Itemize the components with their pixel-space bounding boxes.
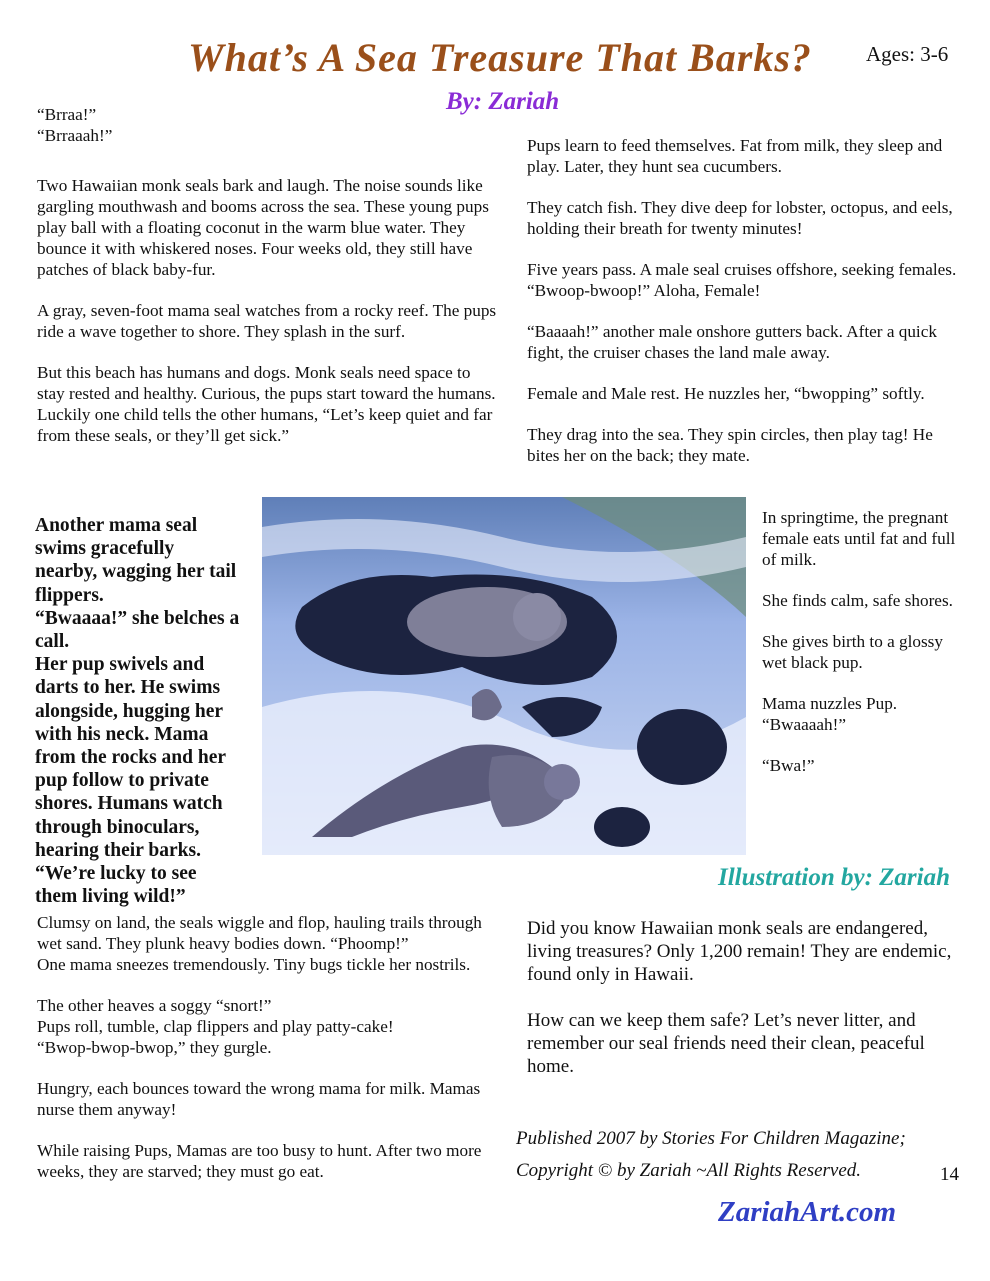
rock [594, 807, 650, 847]
paragraph: One mama sneezes tremendously. Tiny bugs tickle her nostrils. [37, 955, 471, 974]
text-line: alongside, hugging her [35, 700, 224, 722]
text-line: with his neck. Mama [35, 723, 209, 745]
text-line: “Bwaaaa!” she belches a [35, 607, 240, 629]
paragraph: While raising Pups, Mamas are too busy to hunt. After two more weeks, they are starved; they must go eat. [37, 1141, 482, 1181]
paragraph: Two Hawaiian monk seals bark and laugh. The noise sounds like gargling mouthwash and booms across the sea. These young pups play ball with a floating coconut in the warm blue water. They bounce it with whiskered noses. Four weeks old, they still have patches of black baby-fur. [37, 176, 489, 279]
left-column [37, 104, 499, 446]
page-title: What’s A Sea Treasure That Barks? [188, 35, 812, 80]
text-line: from the rocks and her [35, 747, 227, 769]
paragraph: Five years pass. A male seal cruises offshore, seeking females. “Bwoop-bwoop!” Aloha, Female! [527, 260, 957, 300]
text-line: darts to her. He swims [35, 677, 221, 699]
paragraph: Female and Male rest. He nuzzles her, “bwopping” softly. [527, 384, 925, 403]
page-number: 14 [940, 1164, 959, 1185]
text-line: call. [35, 631, 70, 653]
paragraph: Clumsy on land, the seals wiggle and flop, hauling trails through wet sand. They plunk heavy bodies down. “Phoomp!” [37, 913, 482, 953]
bottom-left-column [37, 912, 499, 1182]
paragraph: “Bwop-bwop-bwop,” they gurgle. [37, 1038, 272, 1057]
website-link[interactable]: ZariahArt.com [718, 1196, 897, 1228]
paragraph: “Bwa!” [762, 756, 815, 775]
paragraph: The other heaves a soggy “snort!” [37, 996, 272, 1015]
published-line: Published 2007 by Stories For Children Magazine; [516, 1128, 906, 1149]
wrap-left-text [35, 514, 263, 908]
publication-info [516, 1123, 936, 1187]
text-line: swims gracefully [35, 538, 175, 560]
text-line: Another mama seal [35, 515, 198, 536]
illustration-credit: Illustration by: Zariah [718, 864, 950, 891]
paragraph: Did you know Hawaiian monk seals are endangered, living treasures? Only 1,200 remain! They are endemic, found only in Hawaii. [527, 918, 952, 985]
text-line: through binoculars, [35, 816, 200, 838]
paragraph: Mama nuzzles Pup. [762, 694, 898, 713]
fact-box [527, 917, 967, 1101]
text-line: flippers. [35, 584, 104, 606]
seal-head [513, 593, 561, 641]
copyright-line: Copyright © by Zariah ~All Rights Reserved. [516, 1160, 862, 1181]
seal-head [544, 764, 580, 800]
monk-seals-illustration [262, 497, 746, 855]
paragraph: “Baaaah!” another male onshore gutters back. After a quick fight, the cruiser chases the land male away. [527, 322, 937, 362]
paragraph: In springtime, the pregnant female eats until fat and full of milk. [762, 508, 956, 569]
text-line: hearing their barks. [35, 839, 201, 861]
text-line: “We’re lucky to see [35, 863, 197, 885]
paragraph: Pups roll, tumble, clap flippers and play patty-cake! [37, 1017, 394, 1036]
paragraph: She gives birth to a glossy wet black pup. [762, 632, 943, 672]
paragraph: “Bwaaaah!” [762, 715, 846, 734]
intro-line: “Brraa!” [37, 105, 97, 124]
text-line: pup follow to private [35, 770, 209, 792]
paragraph: They catch fish. They dive deep for lobster, octopus, and eels, holding their breath for twenty minutes! [527, 198, 953, 238]
text-line: nearby, wagging her tail [35, 561, 237, 583]
paragraph: Pups learn to feed themselves. Fat from milk, they sleep and play. Later, they hunt sea cucumbers. [527, 136, 943, 176]
paragraph: A gray, seven-foot mama seal watches from a rocky reef. The pups ride a wave together to shore. They splash in the surf. [37, 301, 497, 341]
author-byline: By: Zariah [446, 88, 560, 115]
paragraph: But this beach has humans and dogs. Monk seals need space to stay rested and healthy. Curious, the pups start toward the humans. Luckily one child tells the other humans, “Let’s keep quiet and far from these seals, or they’ll get sick.” [37, 363, 496, 445]
intro-line: “Brraaah!” [37, 126, 113, 145]
text-line: shores. Humans watch [35, 793, 223, 815]
paragraph: How can we keep them safe? Let’s never litter, and remember our seal friends need their clean, peaceful home. [527, 1010, 925, 1077]
text-line: them living wild!” [35, 886, 186, 908]
rock [637, 709, 727, 785]
paragraph: She finds calm, safe shores. [762, 591, 953, 610]
age-range: Ages: 3-6 [866, 42, 949, 66]
text-line: Her pup swivels and [35, 654, 205, 676]
paragraph: Hungry, each bounces toward the wrong mama for milk. Mamas nurse them anyway! [37, 1079, 481, 1119]
right-column [527, 135, 959, 486]
wrap-right-text [762, 507, 962, 796]
paragraph: They drag into the sea. They spin circles, then play tag! He bites her on the back; they mate. [527, 425, 933, 465]
